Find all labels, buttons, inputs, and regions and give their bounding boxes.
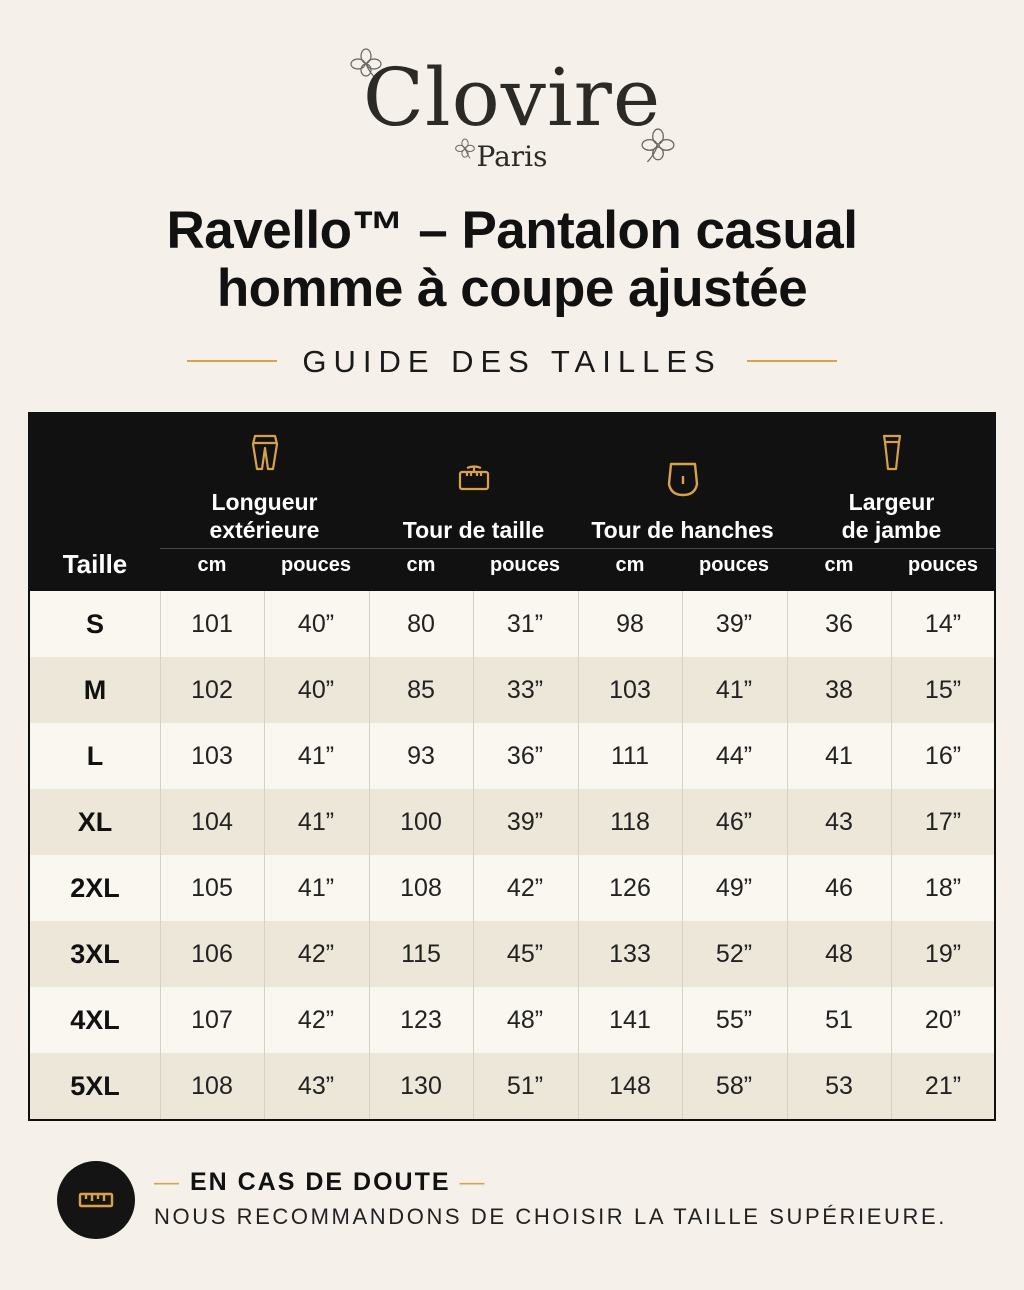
measurement-cell: 16” (924, 742, 962, 770)
column-divider (264, 591, 265, 1119)
measurement-cell: 41” (297, 808, 335, 836)
brand-city: Paris (476, 140, 548, 173)
header-group-outseam (160, 414, 369, 548)
header-group-hips (578, 414, 787, 548)
sizing-tip (57, 1161, 997, 1241)
title-line-2: homme à coupe ajustée (216, 259, 808, 318)
table-row (30, 657, 994, 723)
measurement-cell: 19” (924, 940, 962, 968)
table-row (30, 789, 994, 855)
measurement-cell: 20” (924, 1006, 962, 1034)
hips-icon (578, 460, 787, 503)
ruler-badge (57, 1161, 135, 1239)
measurement-cell: 31” (506, 610, 544, 638)
measurement-cell: 133 (609, 940, 651, 968)
size-cell: 3XL (70, 939, 120, 969)
measurement-cell: 44” (715, 742, 753, 770)
table-header (30, 414, 994, 591)
trousers-icon (160, 434, 369, 477)
measurement-cell: 41” (297, 742, 335, 770)
header-label: Tour de hanches (591, 517, 774, 543)
measurement-cell: 18” (924, 874, 962, 902)
measurement-cell: 51” (506, 1072, 544, 1100)
page-title (0, 202, 1024, 318)
unit-header: pouces (907, 554, 979, 576)
measurement-cell: 55” (715, 1006, 753, 1034)
measurement-cell: 48 (825, 940, 853, 968)
measurement-cell: 101 (191, 610, 233, 638)
column-divider (578, 591, 579, 1119)
measurement-cell: 104 (191, 808, 233, 836)
measurement-cell: 148 (609, 1072, 651, 1100)
tip-text: NOUS RECOMMANDONS DE CHOISIR LA TAILLE SUPÉRIEURE. (154, 1204, 947, 1229)
header-label: Longueur extérieure (209, 489, 320, 543)
measurement-cell: 46” (715, 808, 753, 836)
measurement-cell: 100 (400, 808, 442, 836)
measurement-cell: 53 (825, 1072, 853, 1100)
measurement-cell: 141 (609, 1006, 651, 1034)
size-cell: M (83, 675, 107, 705)
measurement-cell: 106 (191, 940, 233, 968)
unit-header: pouces (489, 554, 561, 576)
measurement-cell: 108 (191, 1072, 233, 1100)
table-row (30, 723, 994, 789)
unit-header: pouces (698, 554, 770, 576)
header-group-leg-width (787, 414, 996, 548)
measurement-cell: 42” (506, 874, 544, 902)
header-group-waist (369, 414, 578, 548)
size-chart-table (28, 412, 996, 1121)
measurement-cell: 41 (825, 742, 853, 770)
column-divider (160, 591, 161, 1119)
measurement-cell: 115 (401, 940, 441, 968)
section-subtitle (0, 340, 1024, 380)
measurement-cell: 108 (400, 874, 442, 902)
size-cell: L (86, 741, 104, 771)
measurement-cell: 105 (191, 874, 233, 902)
measurement-cell: 33” (506, 676, 544, 704)
measurement-cell: 103 (609, 676, 651, 704)
table-row (30, 921, 994, 987)
measurement-cell: 130 (400, 1072, 442, 1100)
table-row (30, 855, 994, 921)
size-cell: XL (77, 807, 113, 837)
measurement-cell: 14” (924, 610, 962, 638)
measurement-cell: 52” (715, 940, 753, 968)
measurement-cell: 49” (715, 874, 753, 902)
brand-name: Clovire (362, 51, 662, 144)
table-body (30, 591, 994, 1119)
measurement-cell: 111 (610, 742, 649, 770)
measurement-cell: 40” (297, 610, 335, 638)
header-divider (160, 548, 994, 549)
measurement-cell: 80 (407, 610, 435, 638)
table-row (30, 591, 994, 657)
measurement-cell: 39” (715, 610, 753, 638)
measurement-cell: 85 (407, 676, 435, 704)
unit-header: cm (406, 554, 436, 576)
measurement-cell: 21” (924, 1072, 962, 1100)
brand-logo (0, 40, 1024, 190)
leg-icon (787, 434, 996, 477)
measurement-cell: 39” (506, 808, 544, 836)
measurement-cell: 103 (191, 742, 233, 770)
waistband-icon (369, 464, 578, 497)
measurement-cell: 43 (825, 808, 853, 836)
unit-header: cm (197, 554, 227, 576)
measurement-cell: 42” (297, 940, 335, 968)
measurement-cell: 38 (825, 676, 853, 704)
measurement-cell: 93 (407, 742, 435, 770)
table-row (30, 987, 994, 1053)
size-cell: 4XL (70, 1005, 120, 1035)
measurement-cell: 15” (924, 676, 962, 704)
size-cell: 5XL (70, 1071, 120, 1101)
tip-heading: — EN CAS DE DOUTE — (154, 1168, 487, 1196)
measurement-cell: 58” (715, 1072, 753, 1100)
measurement-cell: 40” (297, 676, 335, 704)
column-divider (891, 591, 892, 1119)
measurement-cell: 46 (825, 874, 853, 902)
unit-header: pouces (280, 554, 352, 576)
header-label: Tour de taille (402, 517, 545, 543)
column-divider (787, 591, 788, 1119)
header-label: Largeur de jambe (841, 489, 942, 543)
measurement-cell: 126 (609, 874, 651, 902)
measurement-cell: 118 (610, 808, 650, 836)
measurement-cell: 51 (825, 1006, 853, 1034)
measurement-cell: 107 (191, 1006, 233, 1034)
measurement-cell: 17” (924, 808, 962, 836)
ruler-icon (78, 1190, 114, 1210)
measurement-cell: 42” (297, 1006, 335, 1034)
measurement-cell: 98 (616, 610, 644, 638)
size-column-header: Taille (62, 549, 128, 579)
table-row (30, 1053, 994, 1119)
size-cell: 2XL (70, 873, 120, 903)
measurement-cell: 41” (715, 676, 753, 704)
measurement-cell: 36” (506, 742, 544, 770)
measurement-cell: 45” (506, 940, 544, 968)
unit-header: cm (615, 554, 645, 576)
measurement-cell: 36 (825, 610, 853, 638)
title-line-1: Ravello™ – Pantalon casual (166, 201, 858, 260)
subtitle-text: GUIDE DES TAILLES (302, 344, 722, 379)
size-cell: S (85, 609, 104, 639)
measurement-cell: 43” (297, 1072, 335, 1100)
measurement-cell: 123 (400, 1006, 442, 1034)
measurement-cell: 48” (506, 1006, 544, 1034)
column-divider (369, 591, 370, 1119)
divider-right (747, 360, 837, 362)
measurement-cell: 102 (191, 676, 233, 704)
column-divider (473, 591, 474, 1119)
unit-header: cm (824, 554, 854, 576)
measurement-cell: 41” (297, 874, 335, 902)
column-divider (682, 591, 683, 1119)
